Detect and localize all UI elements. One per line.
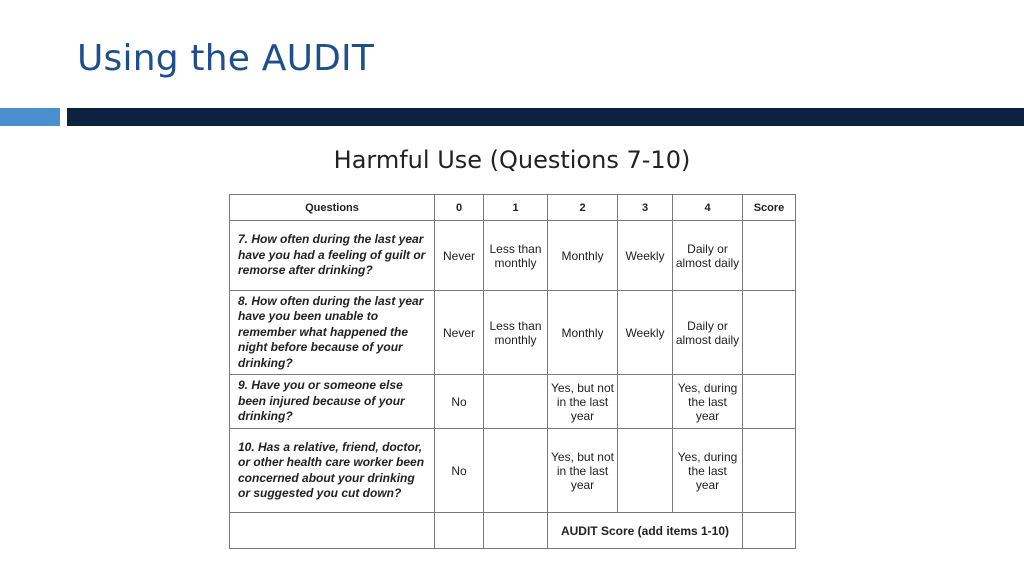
answer-cell-0: No	[435, 375, 484, 429]
table-row	[230, 221, 796, 291]
answer-cell-1: Less than monthly	[484, 221, 548, 291]
audit-table	[229, 194, 796, 549]
answer-cell-3: Weekly	[618, 221, 673, 291]
score-cell[interactable]	[743, 291, 796, 375]
table-row	[230, 291, 796, 375]
answer-cell-0: Never	[435, 221, 484, 291]
answer-cell-4: Daily or almost daily	[673, 221, 743, 291]
score-cell[interactable]	[743, 375, 796, 429]
answer-cell-4: Daily or almost daily	[673, 291, 743, 375]
answer-cell-0: Never	[435, 291, 484, 375]
question-cell: 7. How often during the last year have you had a feeling of guilt or remorse after drinking?	[230, 221, 435, 291]
answer-cell-2: Monthly	[548, 221, 618, 291]
score-cell[interactable]	[743, 221, 796, 291]
answer-cell-2: Monthly	[548, 291, 618, 375]
header-3: 3	[618, 195, 673, 221]
slide-subtitle: Harmful Use (Questions 7-10)	[333, 146, 691, 174]
question-cell: 8. How often during the last year have you been unable to remember what happened the night before because of your drinking?	[230, 291, 435, 375]
header-2: 2	[548, 195, 618, 221]
table-header-row	[230, 195, 796, 221]
answer-cell-2: Yes, but not in the last year	[548, 429, 618, 513]
answer-cell-1	[484, 375, 548, 429]
slide-title: Using the AUDIT	[77, 38, 375, 79]
answer-cell-3	[618, 375, 673, 429]
total-label: AUDIT Score (add items 1-10)	[548, 513, 743, 549]
total-row	[230, 513, 796, 549]
header-4: 4	[673, 195, 743, 221]
answer-cell-1: Less than monthly	[484, 291, 548, 375]
total-score-cell[interactable]	[743, 513, 796, 549]
header-questions: Questions	[230, 195, 435, 221]
header-0: 0	[435, 195, 484, 221]
accent-bar-light	[0, 108, 60, 126]
answer-cell-2: Yes, but not in the last year	[548, 375, 618, 429]
answer-cell-1	[484, 429, 548, 513]
question-cell: 9. Have you or someone else been injured because of your drinking?	[230, 375, 435, 429]
answer-cell-3	[618, 429, 673, 513]
table-row	[230, 429, 796, 513]
total-empty-cell	[435, 513, 484, 549]
answer-cell-4: Yes, during the last year	[673, 429, 743, 513]
total-empty-cell	[230, 513, 435, 549]
answer-cell-0: No	[435, 429, 484, 513]
header-score: Score	[743, 195, 796, 221]
question-cell: 10. Has a relative, friend, doctor, or other health care worker been concerned about your drinking or suggested you cut down?	[230, 429, 435, 513]
total-empty-cell	[484, 513, 548, 549]
answer-cell-4: Yes, during the last year	[673, 375, 743, 429]
accent-bar-dark	[67, 108, 1024, 126]
header-1: 1	[484, 195, 548, 221]
score-cell[interactable]	[743, 429, 796, 513]
table-row	[230, 375, 796, 429]
answer-cell-3: Weekly	[618, 291, 673, 375]
